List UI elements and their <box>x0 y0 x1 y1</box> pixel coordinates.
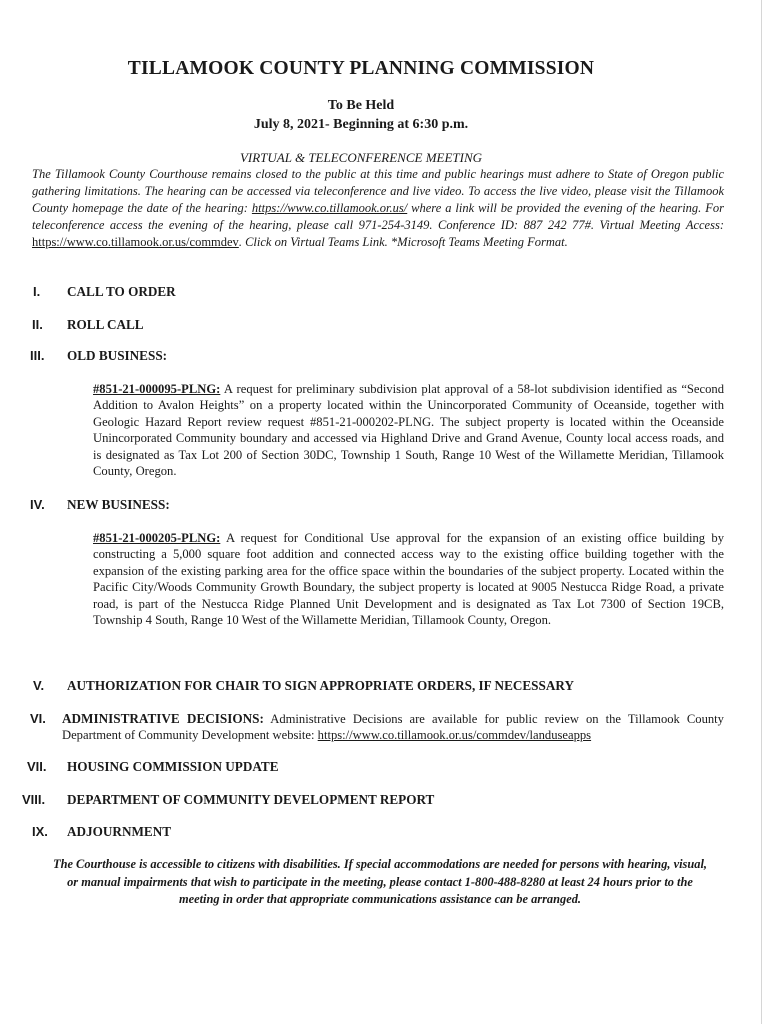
homepage-link[interactable]: https://www.co.tillamook.or.us/ <box>251 201 408 216</box>
old-case-text: A request for preliminary subdivision plat approval of a 58-lot subdivision identified as “Second Addition to Avalon Heights” on a property located within the Unincorporated Community of Oceanside, together with Geologic Hazard Report review request #851-21-000202-PLNG. The subject property is located within the Oceanside Unincorporated Community boundary and accessed via Highland Drive and Grand Avenue, County local access roads, and is designated as Tax Lot 200 of Section 30DC, Township 1 South, Range 10 West of the Willamette Meridian, Tillamook County, Oregon. <box>93 382 724 479</box>
item-new-business: NEW BUSINESS: <box>67 497 170 512</box>
item-roll-call: ROLL CALL <box>67 317 144 332</box>
old-business-paragraph <box>93 381 724 479</box>
item-community-development-report: DEPARTMENT OF COMMUNITY DEVELOPMENT REPORT <box>67 792 435 807</box>
item-number-v: V. <box>33 678 45 693</box>
new-case-number: #851-21-000205-PLNG: <box>93 531 221 545</box>
item-housing-commission: HOUSING COMMISSION UPDATE <box>67 759 279 774</box>
meeting-type: VIRTUAL & TELECONFERENCE MEETING <box>239 150 483 165</box>
commdev-link[interactable]: https://www.co.tillamook.or.us/commdev <box>32 235 239 250</box>
item-administrative-decisions: ADMINISTRATIVE DECISIONS: <box>62 711 264 726</box>
item-number-iv: IV. <box>30 497 45 512</box>
item-number-vii: VII. <box>27 759 47 774</box>
new-business-paragraph <box>93 530 724 628</box>
accessibility-notice: The Courthouse is accessible to citizens with disabilities. If special accommodations are needed for persons with hearing, visual, or manual impairments that wish to participate in the meeting, please contact 1-800-488-8280 at least 24 hours prior to the meeting in order that appropriate communications assistance can be arranged. <box>53 857 707 906</box>
new-case-text: A request for Conditional Use approval for the expansion of an existing office building by constructing a 5,000 square foot addition and connected access way to the existing office building together with the expansion of the existing parking area for the office space within the boundaries of the subject property. Located within the Pacific City/Woods Community Growth Boundary, the subject property is located at 9005 Nestucca Ridge Road, a private road, is part of the Nestucca Ridge Planned Unit Development and is designated as Tax Lot 7300 of Section 19CB, Township 4 South, Range 10 West of the Willamette Meridian, Tillamook County, Oregon. <box>93 531 724 628</box>
admin-text: Administrative Decisions are available for public review on the Tillamook County Department of Community Development website: <box>62 712 724 743</box>
administrative-decisions <box>62 711 724 744</box>
intro-text-2: where a link will be provided the evening of the hearing. For teleconference access the evening of the hearing, please call 971-254-3149. Conference ID: 887 242 77#. Virtual Meeting Access: <box>32 201 724 233</box>
page-edge <box>761 0 762 1024</box>
subtitle-to-be-held: To Be Held <box>327 98 395 113</box>
landuseapps-link[interactable]: https://www.co.tillamook.or.us/commdev/landuseapps <box>317 728 592 743</box>
subtitle-date: July 8, 2021- Beginning at 6:30 p.m. <box>253 117 469 132</box>
item-authorization: AUTHORIZATION FOR CHAIR TO SIGN APPROPRIATE ORDERS, IF NECESSARY <box>67 678 574 693</box>
item-number-ix: IX. <box>32 824 48 839</box>
item-number-vi: VI. <box>30 711 46 726</box>
item-number-iii: III. <box>30 348 45 363</box>
page-title: TILLAMOOK COUNTY PLANNING COMMISSION <box>127 58 595 79</box>
item-call-to-order: CALL TO ORDER <box>67 284 176 299</box>
item-number-i: I. <box>33 284 41 299</box>
old-case-number: #851-21-000095-PLNG: <box>93 382 221 396</box>
intro-text-3: . Click on Virtual Teams Link. *Microsoft Teams Meeting Format. <box>238 235 568 250</box>
item-adjournment: ADJOURNMENT <box>67 824 172 839</box>
item-number-viii: VIII. <box>22 792 46 807</box>
intro-text: The Tillamook County Courthouse remains closed to the public at this time and public hearings must adhere to State of Oregon public gathering limitations. The hearing can be accessed via teleconference and live video. To access the live video, please visit the Tillamook County homepage the date of the hearing: <box>32 167 724 216</box>
item-old-business: OLD BUSINESS: <box>67 348 168 363</box>
item-number-ii: II. <box>32 317 43 332</box>
meeting-intro <box>32 166 724 251</box>
